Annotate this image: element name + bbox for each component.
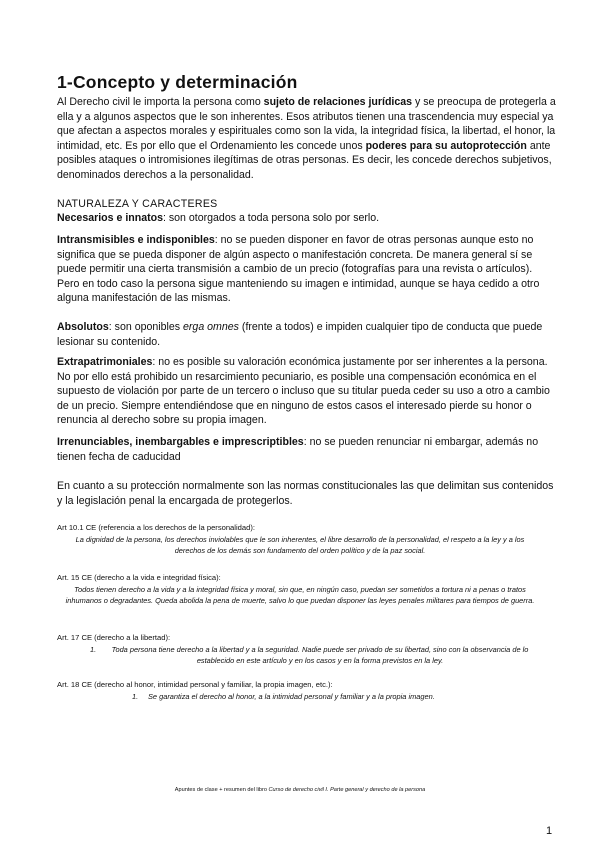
intro-text-1: Al Derecho civil le importa la persona como [57, 96, 264, 108]
character-term: Intransmisibles e indisponibles [57, 234, 215, 246]
character-irrenunciables [57, 435, 557, 464]
page-footer [0, 787, 600, 793]
article-text: Toda persona tiene derecho a la libertad y a la seguridad. Nadie puede ser privado de su libertad, sino con la observancia de lo establecido en este artículo y en los casos y en la forma previstos en la ley. [111, 645, 529, 665]
article-list-number: 1. [90, 645, 97, 654]
footer-text: Apuntes de clase + resumen del libro [174, 787, 269, 793]
article-heading: Art. 18 CE (derecho al honor, intimidad personal y familiar, la propia imagen, etc.): [57, 680, 333, 689]
character-text: : no es posible su valoración económica justamente por ser inherentes a la persona. No por ello está prohibido un resarcimiento pecuniario, es posible una compensación económica en el supuesto de violación por parte de un tercero o incluso que su titular pueda ceder su uso a otro a cambio de un precio. Siempre entendiéndose que en ninguno de estos casos el interesado pierde su honor o renuncia al derecho sobre su propia imagen. [57, 356, 550, 427]
article-list-number: 1. [132, 692, 139, 701]
article-heading: Art. 17 CE (derecho a la libertad): [57, 633, 171, 642]
character-text: (frente a todos) e impiden cualquier tipo de conducta que puede lesionar su contenido. [57, 321, 543, 348]
article-text: Todos tienen derecho a la vida y a la integridad física y moral, sin que, en ningún caso, puedan ser sometidos a tortura ni a penas o tratos inhumanos o degradantes. Queda abolida la pena de muerte, salvo lo que puedan disponer las leyes penales militares para tiempos de guerra. [65, 585, 535, 605]
character-term: Irrenunciables, inembargables e imprescriptibles [57, 436, 304, 448]
intro-text-2: y se preocupa de protegerla a ella y a algunos aspectos que le son inherentes. Esos atributos tienen una trascendencia muy especial ya que afectan a aspectos morales y espirituales como son la vida, la integridad física, la libertad, el honor, la intimidad, etc. Es por ello que el Ordenamiento les concede unos [57, 96, 556, 152]
character-text: : no se pueden renunciar ni embargar, además no tienen fecha de caducidad [57, 436, 539, 463]
character-extrapatrimoniales [57, 355, 557, 428]
article-heading: Art. 15 CE (derecho a la vida e integridad física): [57, 573, 221, 582]
intro-bold-2: poderes para su autoprotección [365, 139, 527, 152]
character-intransmisibles [57, 233, 557, 306]
intro-bold-1: sujeto de relaciones jurídicas [263, 96, 413, 108]
footer-book-title: Curso de derecho civil I. Parte general y derecho de la persona [268, 787, 426, 793]
article-text: La dignidad de la persona, los derechos inviolables que le son inherentes, el libre desarrollo de la personalidad, el respeto a la ley y a los derechos de los demás son fundamento del orden político y de la paz social. [75, 535, 525, 555]
character-necesarios [57, 211, 557, 226]
section-heading: NATURALEZA Y CARACTERES [57, 198, 218, 210]
character-italic: erga omnes [183, 321, 239, 333]
character-term: Absolutos [57, 321, 109, 333]
character-text: : no se pueden disponer en favor de otras personas aunque esto no significa que se pueda disponer de algún aspecto o manifestación concreta. De manera general sí se puede permitir una cierta transmisión a cambio de un precio (fotografías para una revista o artículos). Pero en todo caso la persona sigue manteniendo su imagen e intimidad, aunque se haya cedido a otro alguna manifestación de las mismas. [57, 234, 540, 305]
character-term: Extrapatrimoniales [57, 356, 153, 368]
character-text: : son otorgados a toda persona solo por serlo. [162, 212, 380, 224]
page-title: 1-Concepto y determinación [57, 72, 298, 92]
article-text: Se garantiza el derecho al honor, a la intimidad personal y familiar y a la propia imagen. [148, 692, 435, 701]
protection-paragraph: En cuanto a su protección normalmente son las normas constitucionales las que delimitan sus contenidos y la legislación penal la encargada de protegerlos. [57, 480, 554, 507]
article-heading: Art 10.1 CE (referencia a los derechos de la personalidad): [57, 523, 255, 532]
page-number: 1 [546, 825, 553, 837]
intro-text-3: ante posibles ataques o intromisiones ilegítimas de otras personas. Es decir, les concede derechos subjetivos, denominados derechos a la personalidad. [57, 139, 552, 181]
character-term: Necesarios e innatos [57, 212, 163, 224]
intro-paragraph [57, 95, 557, 183]
character-absolutos [57, 320, 557, 349]
character-text: : son oponibles [108, 321, 184, 333]
